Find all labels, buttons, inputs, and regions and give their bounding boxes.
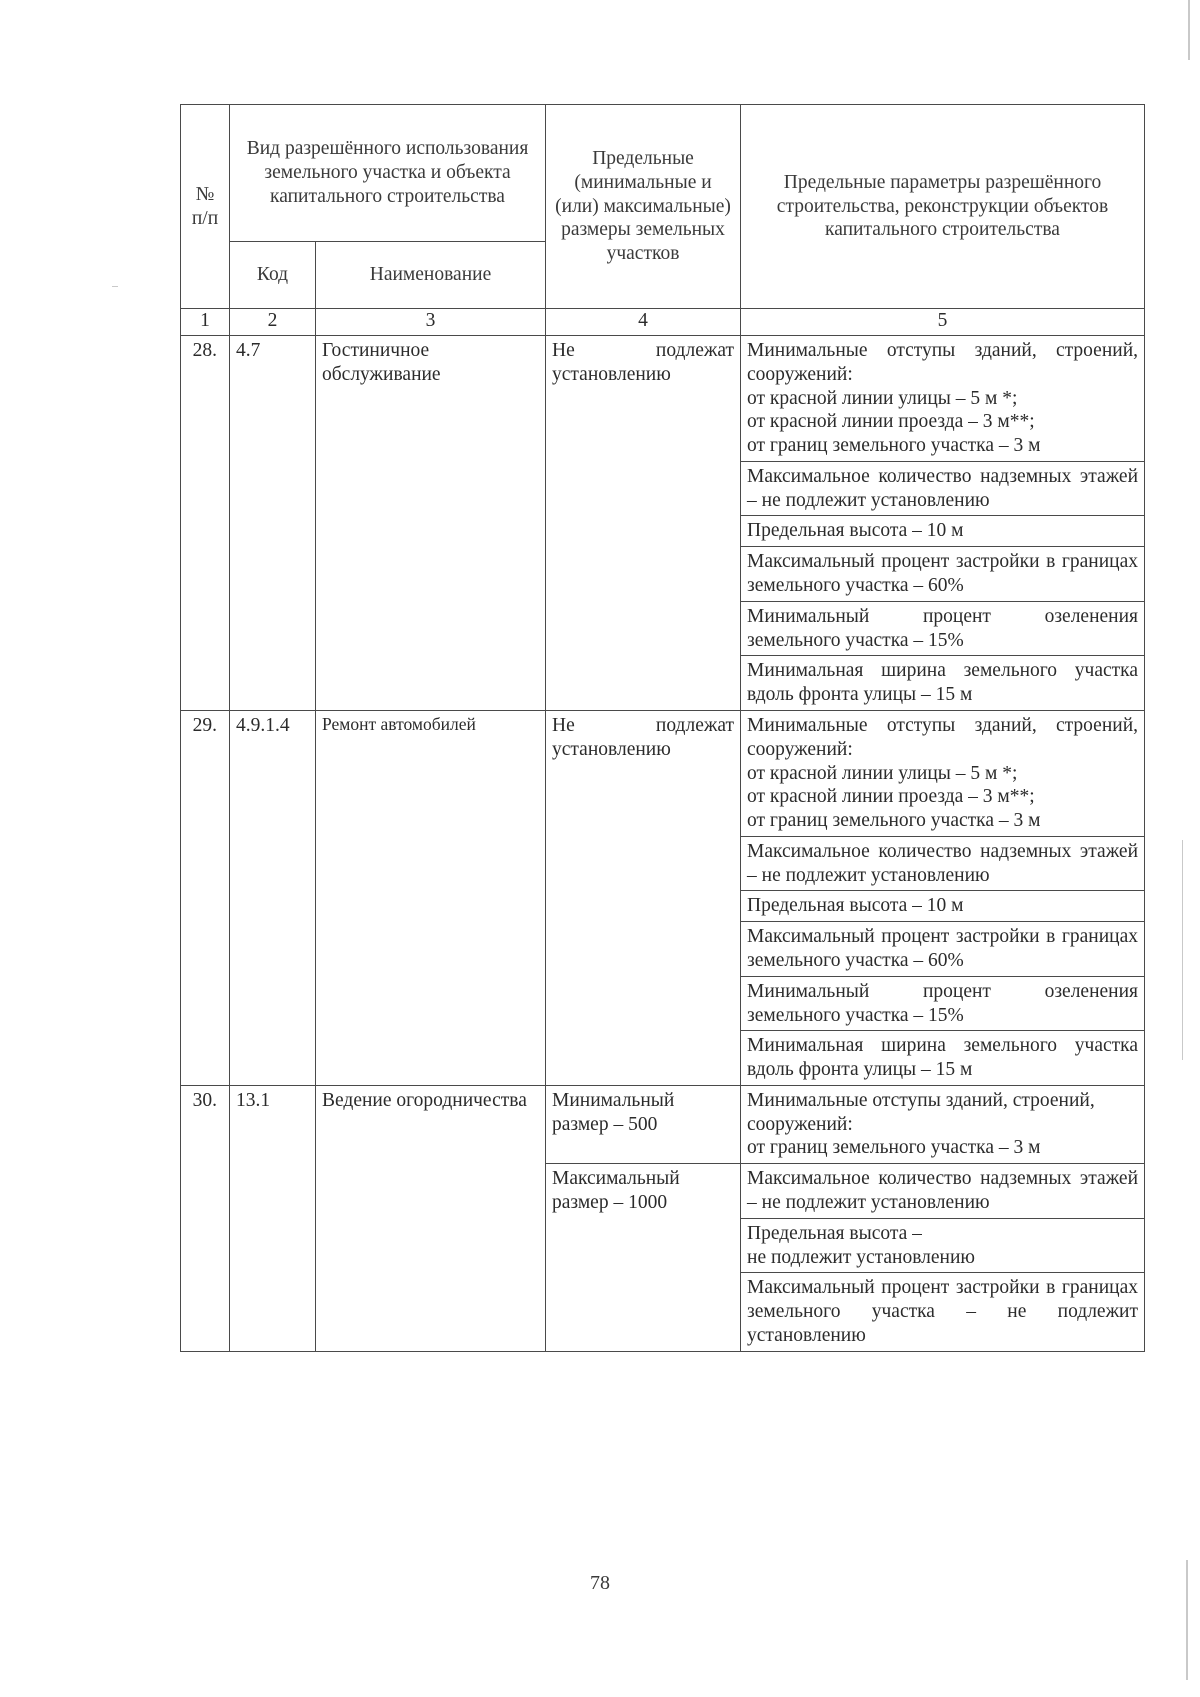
param-setback-driveway: от красной линии проезда – 3 м**;	[747, 786, 1035, 808]
row-number: 30.	[181, 1085, 230, 1351]
row-number: 28.	[181, 336, 230, 711]
param-setback-head: Минимальные отступы зданий, строений, сооружений:	[747, 714, 1139, 760]
table-row	[181, 1085, 1145, 1163]
row-name: Ремонт автомобилей	[316, 710, 546, 1085]
param-setback-street: от красной линии улицы – 5 м *;	[747, 387, 1018, 409]
row-plot-size-max: Максимальный размер – 1000	[546, 1164, 741, 1351]
row-plot-size: Не подлежат установлению	[546, 710, 741, 1085]
param-setbacks	[741, 710, 1145, 836]
row-number: 29.	[181, 710, 230, 1085]
param-height: Предельная высота – 10 м	[741, 891, 1145, 922]
param-setback-boundary: от границ земельного участка – 3 м	[747, 810, 1041, 832]
param-height-label: Предельная высота –	[747, 1222, 922, 1244]
param-height: Предельная высота – 10 м	[741, 516, 1145, 547]
header-name: Наименование	[316, 242, 546, 309]
param-floors: Максимальное количество надземных этажей – не подлежит установлению	[741, 461, 1145, 516]
param-setback-boundary: от границ земельного участка – 3 м	[747, 435, 1041, 457]
row-plot-size-min: Минимальный размер – 500	[546, 1085, 741, 1163]
param-height-value: не подлежит установлению	[747, 1246, 975, 1268]
column-number: 3	[316, 309, 546, 336]
param-setback-street: от красной линии улицы – 5 м *;	[747, 762, 1018, 784]
param-setback-boundary: от границ земельного участка – 3 м	[747, 1137, 1041, 1159]
table-row	[181, 336, 1145, 462]
param-greening: Минимальный процент озеленения земельного участка – 15%	[741, 976, 1145, 1031]
param-width: Минимальная ширина земельного участка вдоль фронта улицы – 15 м	[741, 656, 1145, 711]
param-setback-driveway: от красной линии проезда – 3 м**;	[747, 411, 1035, 433]
param-setbacks	[741, 336, 1145, 462]
header-use-type: Вид разрешённого использования земельного участка и объекта капитального строительства	[230, 105, 546, 242]
row-name: Ведение огородничества	[316, 1085, 546, 1351]
param-greening: Минимальный процент озеленения земельного участка – 15%	[741, 601, 1145, 656]
param-height	[741, 1218, 1145, 1273]
param-setback-head: Минимальные отступы зданий, строений, сооружений:	[747, 1089, 1095, 1135]
row-name: Гостиничное обслуживание	[316, 336, 546, 711]
column-number: 4	[546, 309, 741, 336]
header-code: Код	[230, 242, 316, 309]
page-number: 78	[590, 1572, 610, 1594]
column-number: 5	[741, 309, 1145, 336]
zoning-table	[180, 104, 1145, 1352]
scan-speck	[112, 286, 118, 287]
scan-edge-mark	[1186, 1560, 1188, 1680]
column-number: 2	[230, 309, 316, 336]
param-floors: Максимальное количество надземных этажей – не подлежит установлению	[741, 1164, 1145, 1219]
header-parameters: Предельные параметры разрешённого строительства, реконструкции объектов капитального строительства	[741, 105, 1145, 309]
header-number: № п/п	[181, 105, 230, 309]
param-coverage: Максимальный процент застройки в границах земельного участка – не подлежит установлению	[741, 1273, 1145, 1351]
column-number-row	[181, 309, 1145, 336]
param-setbacks	[741, 1085, 1145, 1163]
row-code: 13.1	[230, 1085, 316, 1351]
row-code: 4.9.1.4	[230, 710, 316, 1085]
param-floors: Максимальное количество надземных этажей – не подлежит установлению	[741, 836, 1145, 891]
param-setback-head: Минимальные отступы зданий, строений, сооружений:	[747, 340, 1139, 385]
column-number: 1	[181, 309, 230, 336]
param-coverage: Максимальный процент застройки в границах земельного участка – 60%	[741, 547, 1145, 602]
header-plot-size: Предельные (минимальные и (или) максимальные) размеры земельных участков	[546, 105, 741, 309]
param-width: Минимальная ширина земельного участка вдоль фронта улицы – 15 м	[741, 1031, 1145, 1086]
param-coverage: Максимальный процент застройки в границах земельного участка – 60%	[741, 922, 1145, 977]
table-row	[181, 710, 1145, 836]
row-plot-size: Не подлежат установлению	[546, 336, 741, 711]
scan-edge-mark	[1182, 840, 1183, 1060]
header-row	[181, 105, 1145, 242]
row-code: 4.7	[230, 336, 316, 711]
scan-edge-mark	[1188, 0, 1190, 60]
